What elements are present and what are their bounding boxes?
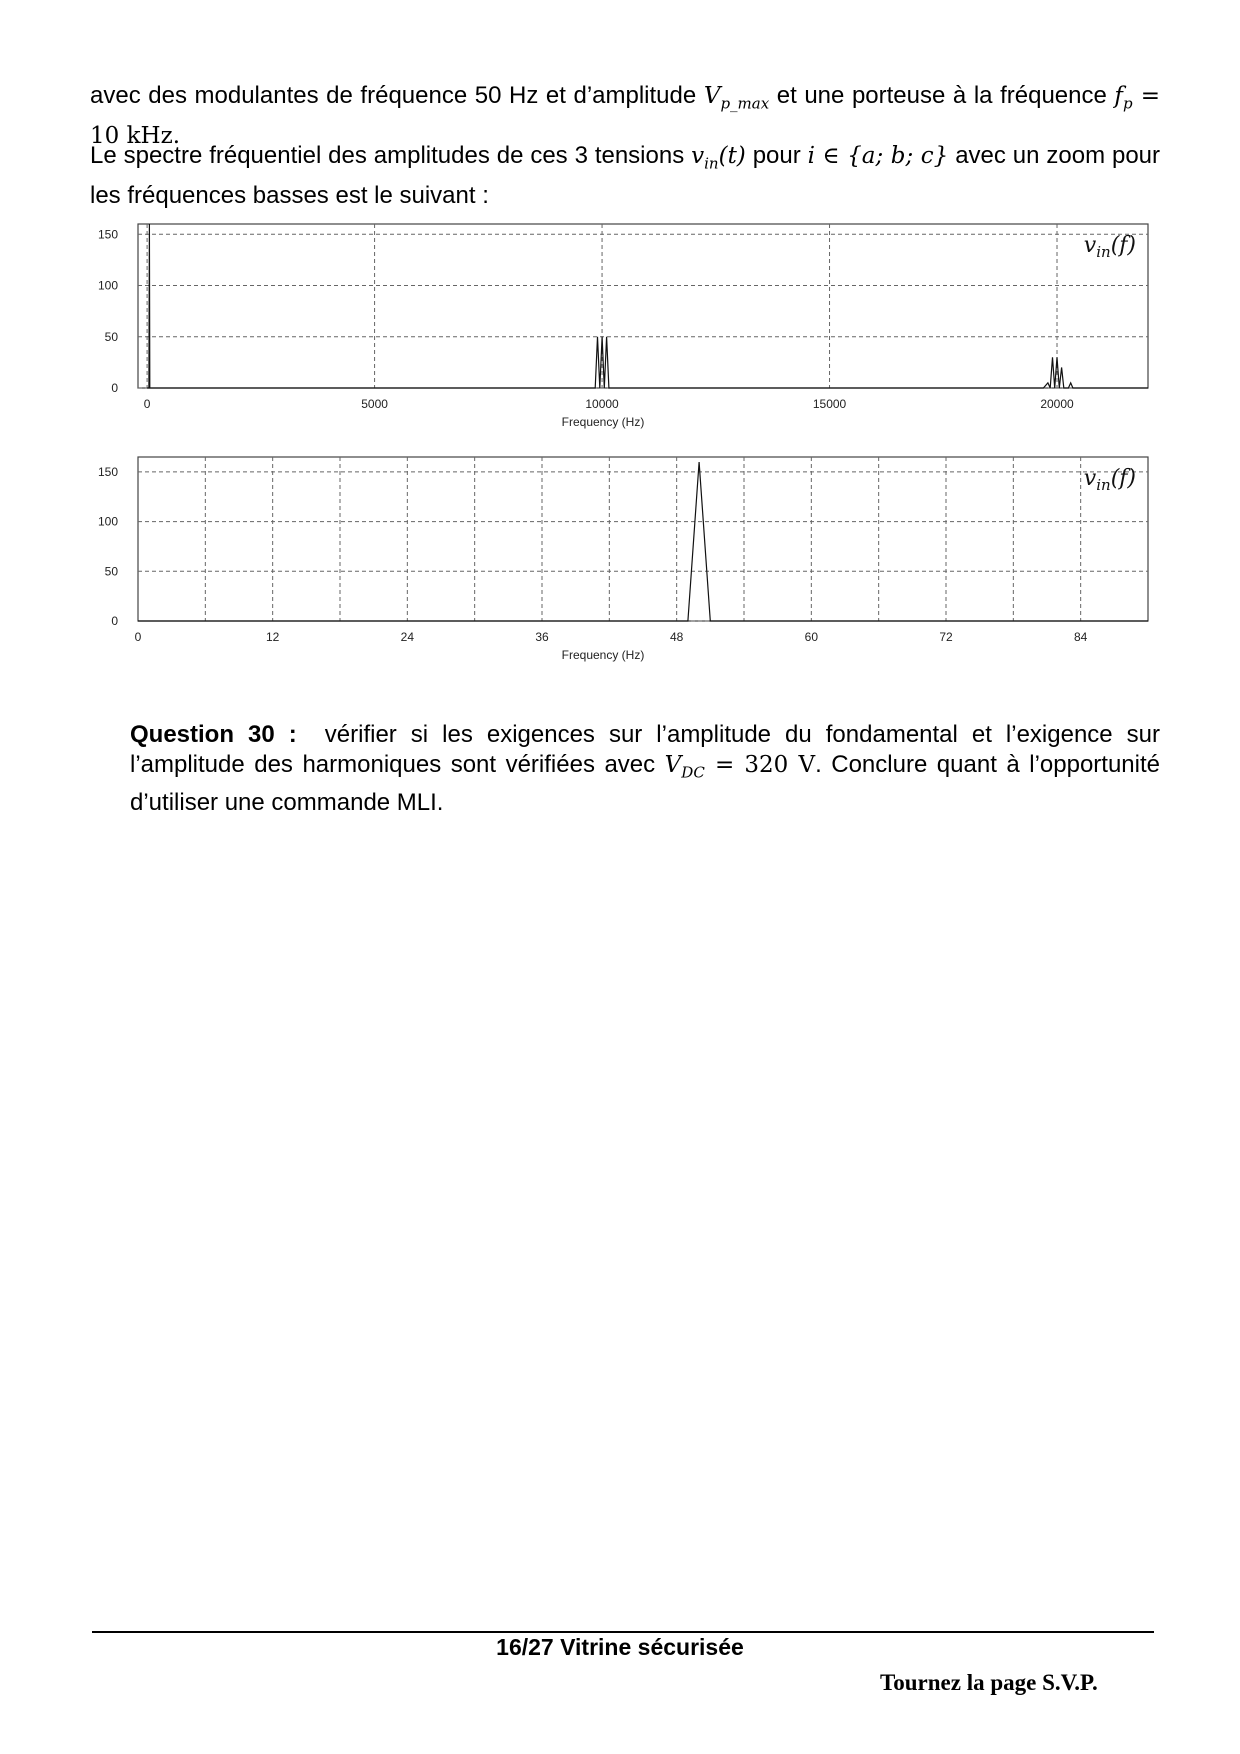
x-axis-label: Frequency (Hz): [561, 415, 645, 429]
x-tick-label: 10000: [585, 397, 619, 411]
plot-area: [138, 457, 1148, 621]
set-expression: i ∈ {a; b; c}: [807, 143, 949, 169]
footer-turn-page: Tournez la page S.V.P.: [880, 1670, 1098, 1695]
question-text-a: vérifier si les exigences sur l’amplitude du fondamental et l’exigence sur l’amplitude des harmoniques sont vérifiées avec: [130, 721, 1161, 778]
x-tick-label: 15000: [812, 397, 847, 411]
x-tick-label: 84: [1073, 630, 1088, 644]
x-tick-label: 0: [134, 630, 142, 644]
fp-value: = 10 kHz.: [90, 83, 1161, 149]
y-tick-label: 0: [111, 381, 118, 395]
x-tick-label: 72: [939, 630, 953, 644]
intro-text-1b: et une porteuse à la: [776, 82, 993, 109]
x-tick-label: 5000: [361, 397, 388, 411]
intro-text-2a: fréquence: [1000, 82, 1107, 109]
spectrum-chart-full-svg: [88, 222, 1168, 447]
intro-text-3b: pour: [752, 142, 801, 169]
spectrum-chart-zoom: [88, 455, 1168, 680]
y-tick-label: 150: [97, 464, 118, 479]
spectrum-chart-full: [88, 222, 1168, 447]
y-tick-label: 0: [111, 614, 118, 628]
y-tick-label: 50: [104, 564, 118, 579]
intro-paragraph-2: [90, 140, 1160, 212]
x-tick-label: 36: [535, 630, 549, 644]
x-tick-label: 12: [265, 630, 280, 644]
question-text-b: . Conclure quant à l’opportunité d’utiliser une commande MLI.: [130, 751, 1160, 816]
x-axis-label: Frequency (Hz): [561, 648, 645, 662]
footer-divider: [92, 1631, 1154, 1633]
x-tick-label: 60: [804, 630, 819, 644]
footer-page-label: 16/27 Vitrine sécurisée: [496, 1634, 744, 1660]
intro-text-3a: Le spectre fréquentiel des amplitudes de ces 3 tensions: [90, 142, 685, 169]
x-tick-label: 0: [143, 397, 151, 411]
intro-text-1a: avec des modulantes de fréquence 50 Hz et d’amplitude: [90, 82, 697, 109]
y-tick-label: 50: [104, 329, 118, 344]
y-tick-label: 100: [97, 278, 118, 293]
vin-symbol: $v_{in}(t)$: [691, 143, 746, 173]
legend-label: $v_{in}(f)$: [1083, 233, 1136, 261]
spectrum-chart-zoom-svg: [88, 455, 1168, 680]
y-tick-label: 100: [97, 514, 118, 529]
x-tick-label: 48: [669, 630, 684, 644]
question-30: [130, 720, 1160, 818]
x-tick-label: 24: [400, 630, 415, 644]
vpmax-symbol: $V_{p\_max}$: [703, 83, 770, 113]
plot-area: [138, 224, 1148, 388]
fp-symbol: $f_p$: [1114, 83, 1133, 113]
vdc-symbol: $V_{DC}$: [664, 752, 705, 782]
x-tick-label: 20000: [1040, 397, 1074, 411]
question-label: Question 30 :: [130, 721, 297, 748]
vdc-value: = 320 V: [704, 752, 816, 778]
intro-text-3c: avec un zoom pour les fréquences basses est le suivant :: [90, 142, 1161, 209]
y-tick-label: 150: [97, 227, 118, 242]
legend-label: $v_{in}(f)$: [1083, 466, 1136, 494]
